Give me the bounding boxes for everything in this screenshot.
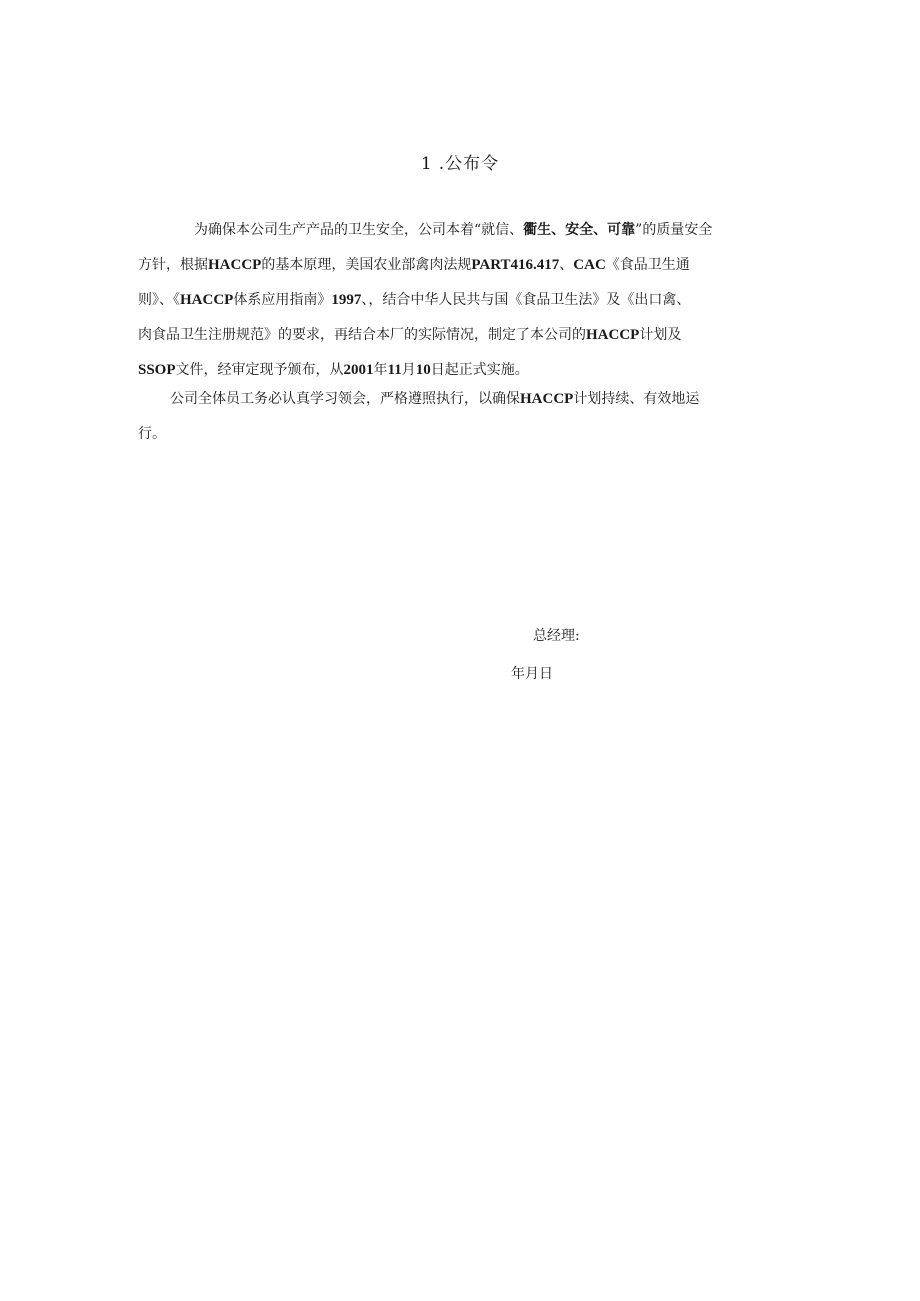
text-segment: 日起正式实施。 xyxy=(430,362,529,378)
text-line xyxy=(138,382,788,417)
text-segment: 计划及 xyxy=(639,327,682,343)
emphasized-segment: HACCP xyxy=(520,391,574,407)
text-segment: 文件，经审定现予颁布，从 xyxy=(175,362,344,378)
emphasized-segment: HACCP xyxy=(180,292,234,308)
text-segment: 为确保本公司生产产品的卫生安全，公司本着“就信、 xyxy=(194,222,524,238)
text-segment: ”的质量安全 xyxy=(635,222,713,238)
text-segment: 公司全体员工务必认真学习领会，严格遵照执行，以确保 xyxy=(170,391,520,407)
title-text: .公布令 xyxy=(438,154,500,174)
text-segment: 则》、《 xyxy=(138,292,180,308)
emphasized-segment: 衢生、安全、可靠 xyxy=(523,222,636,238)
paragraph-announcement xyxy=(138,213,788,388)
emphasized-segment: 11 xyxy=(387,362,402,378)
title-number: 1 xyxy=(420,154,433,174)
signature-date-label: 年月日 xyxy=(511,666,553,682)
text-segment: 年 xyxy=(373,362,388,378)
text-segment: 、，结合中华人民共与国《食品卫生法》及《出口禽、 xyxy=(361,292,691,308)
emphasized-segment: SSOP xyxy=(138,362,176,378)
general-manager-signature-label: 总经理: xyxy=(533,628,580,644)
text-segment: 方针，根据 xyxy=(138,257,208,273)
emphasized-segment: PART416.417 xyxy=(471,257,560,273)
emphasized-segment: HACCP xyxy=(586,327,640,343)
text-segment: 月 xyxy=(401,362,416,378)
emphasized-segment: 10 xyxy=(415,362,431,378)
text-line xyxy=(138,318,788,353)
text-line xyxy=(138,417,788,452)
text-line xyxy=(138,283,788,318)
text-segment: 计划持续、有效地运 xyxy=(573,391,700,407)
text-segment: 肉食品卫生注册规范》的要求，再结合本厂的实际情况，制定了本公司的 xyxy=(138,327,586,343)
emphasized-segment: 1997 xyxy=(331,292,362,308)
text-segment: 的基本原理，美国农业部禽肉法规 xyxy=(261,257,472,273)
document-title xyxy=(0,149,920,174)
emphasized-segment: CAC xyxy=(573,257,606,273)
text-segment: 《食品卫生通 xyxy=(605,257,690,273)
text-line xyxy=(138,213,788,248)
text-segment: 、 xyxy=(559,257,574,273)
paragraph-instruction xyxy=(138,382,788,452)
text-segment: 行。 xyxy=(138,426,166,442)
text-segment: 体系应用指南》 xyxy=(233,292,332,308)
text-line xyxy=(138,248,788,283)
emphasized-segment: HACCP xyxy=(208,257,262,273)
emphasized-segment: 2001 xyxy=(343,362,374,378)
